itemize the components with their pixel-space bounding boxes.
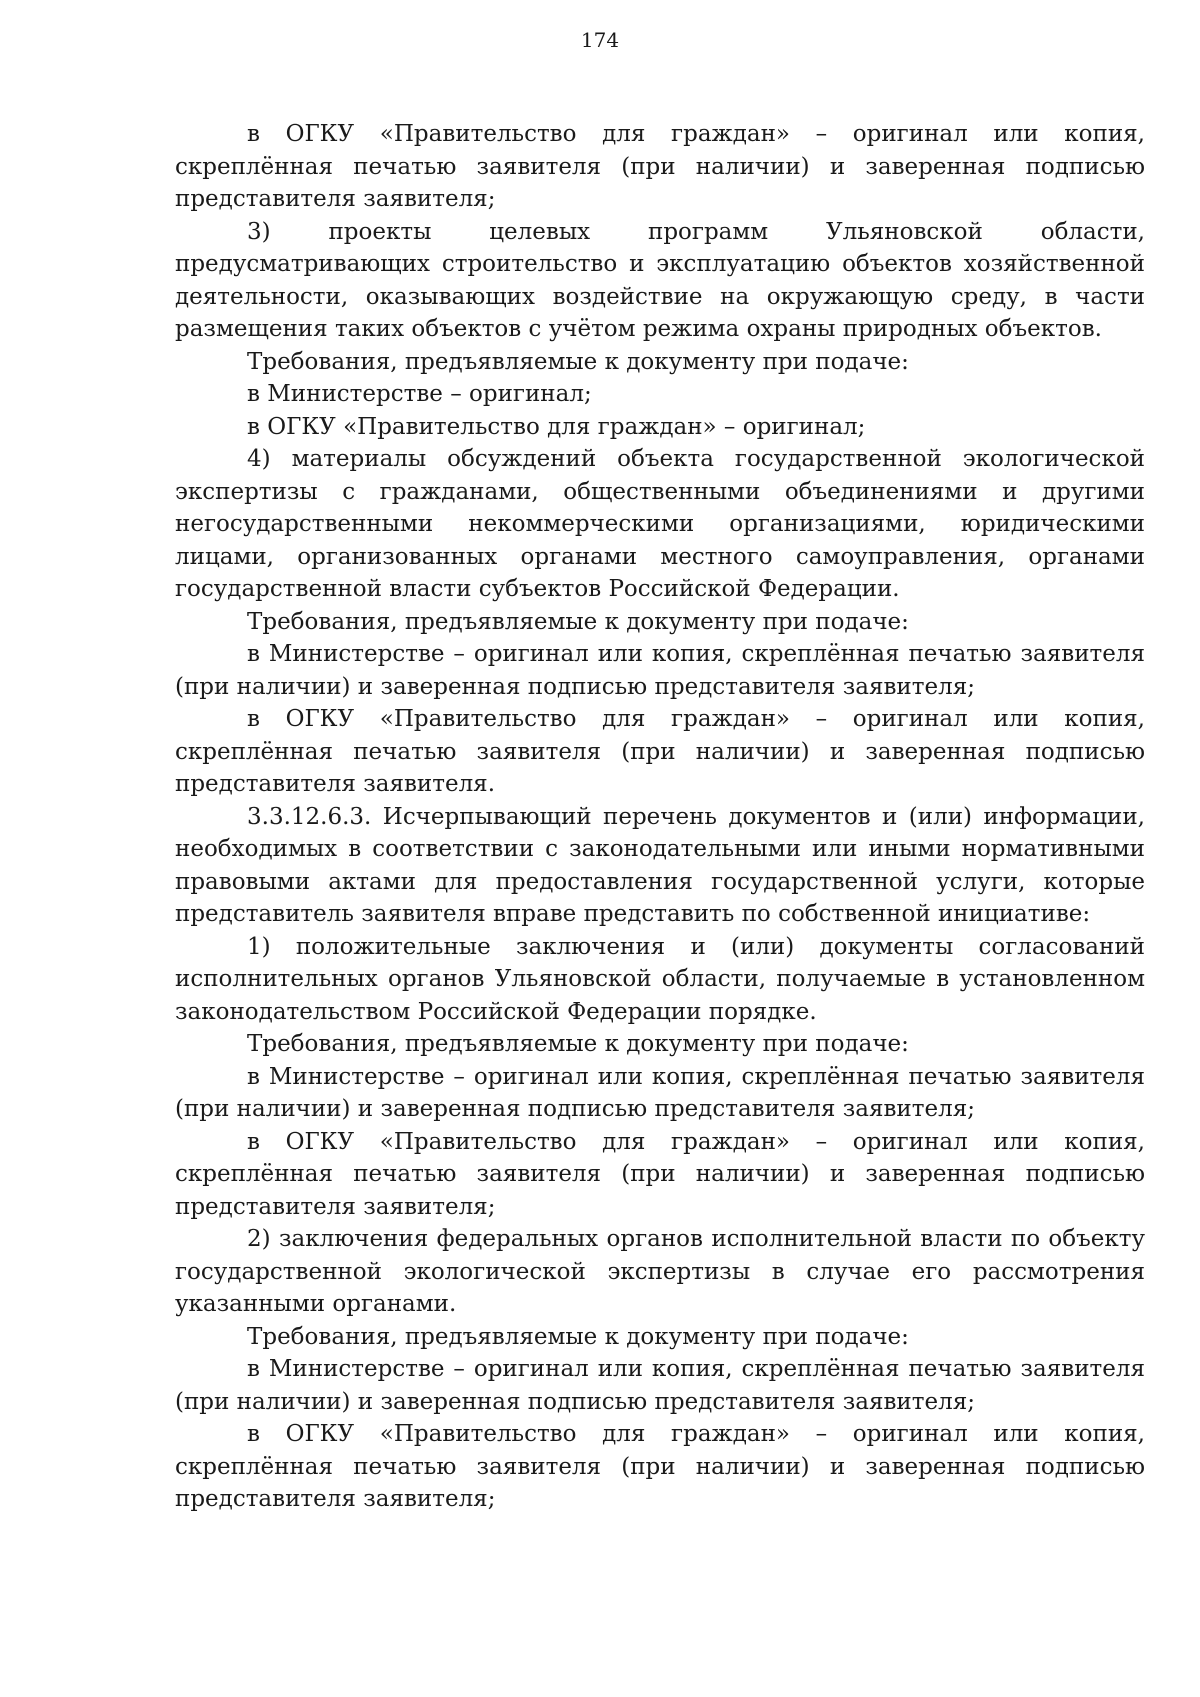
paragraph: 4) материалы обсуждений объекта государственной экологической экспертизы с гражданами, общественными объединениями и другими негосударственными некоммерческими организациями, юридическими лицами, организованных органами местного самоуправления, органами государственной власти субъектов Российской Федерации. (175, 446, 1145, 602)
document-body (175, 118, 1145, 1516)
paragraph: 2) заключения федеральных органов исполнительной власти по объекту государственной экологической экспертизы в случае его рассмотрения указанными органами. (175, 1226, 1145, 1317)
paragraph: 3.3.12.6.3. Исчерпывающий перечень документов и (или) информации, необходимых в соответствии с законодательными или иными нормативными правовыми актами для предоставления государственной услуги, которые представитель заявителя вправе представить по собственной инициативе: (175, 803, 1145, 927)
paragraph: в ОГКУ «Правительство для граждан» – оригинал или копия, скреплённая печатью заявителя (при наличии) и заверенная подписью представителя заявителя; (175, 1421, 1145, 1512)
paragraph: 1) положительные заключения и (или) документы согласований исполнительных органов Ульяновской области, получаемые в установленном законодательством Российской Федерации порядке. (175, 933, 1145, 1025)
paragraph: в Министерстве – оригинал; (247, 381, 592, 407)
paragraph: Требования, предъявляемые к документу при подаче: (247, 348, 909, 375)
paragraph: в Министерстве – оригинал или копия, скреплённая печатью заявителя (при наличии) и заверенная подписью представителя заявителя; (175, 1356, 1145, 1415)
paragraph: в ОГКУ «Правительство для граждан» – оригинал; (247, 413, 866, 440)
paragraph: Требования, предъявляемые к документу при подаче: (247, 1323, 909, 1350)
paragraph: в Министерстве – оригинал или копия, скреплённая печатью заявителя (при наличии) и заверенная подписью представителя заявителя; (175, 1063, 1145, 1122)
paragraph: Требования, предъявляемые к документу при подаче: (247, 1031, 909, 1057)
paragraph: в ОГКУ «Правительство для граждан» – оригинал или копия, скреплённая печатью заявителя (при наличии) и заверенная подписью представителя заявителя. (175, 706, 1145, 797)
paragraph: в ОГКУ «Правительство для граждан» – оригинал или копия, скреплённая печатью заявителя (при наличии) и заверенная подписью представителя заявителя; (175, 121, 1145, 212)
paragraph: Требования, предъявляемые к документу при подаче: (247, 608, 909, 635)
paragraph: в Министерстве – оригинал или копия, скреплённая печатью заявителя (при наличии) и заверенная подписью представителя заявителя; (175, 641, 1145, 700)
page-number: 174 (580, 28, 620, 52)
paragraph: 3) проекты целевых программ Ульяновской области, предусматривающих строительство и эксплуатацию объектов хозяйственной деятельности, оказывающих воздействие на окружающую среду, в части размещения таких объектов с учётом режима охраны природных объектов. (175, 218, 1145, 342)
paragraph: в ОГКУ «Правительство для граждан» – оригинал или копия, скреплённая печатью заявителя (при наличии) и заверенная подписью представителя заявителя; (175, 1128, 1145, 1220)
